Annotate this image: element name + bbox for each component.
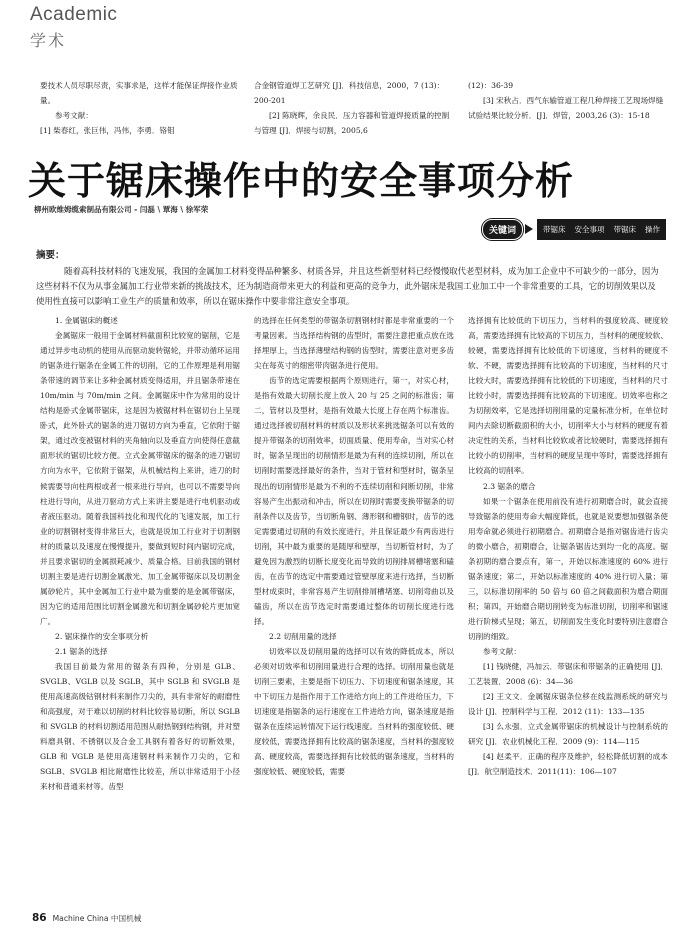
top-ref-item: 合金钢管道焊工艺研究 [J]．科技信息，2000，7 (13)：200-201	[254, 81, 445, 105]
section-category	[30, 4, 117, 51]
body-column-3	[468, 313, 668, 897]
keyword-item: 操作	[645, 224, 661, 234]
body-column-2	[254, 313, 454, 897]
keyword-item: 带锯床	[543, 224, 566, 234]
page-number: 86	[32, 912, 47, 924]
reference-item: [3] 么永强．立式金属带锯床的机械设计与控制系统的研究 [J]．农业机械化工程．2009 (9)：114—115	[468, 722, 668, 747]
subsection-heading: 2.3 锯条的磨合	[483, 481, 536, 491]
category-english: Academic	[30, 4, 118, 25]
references-heading: 参考文献：	[483, 647, 521, 657]
top-paragraph: 要技术人员尽职尽责，实事求是，这样才能保证焊接作业质量。	[40, 81, 238, 105]
page-footer	[32, 912, 141, 924]
top-ref-heading: 参考文献：	[55, 111, 93, 120]
section-heading: 2. 锯床操作的安全事项分析	[55, 631, 149, 641]
arrow-right-icon	[523, 219, 537, 239]
journal-name: Machine China 中国机械	[52, 914, 142, 923]
reference-item: [2] 王文文．金属锯床锯条位移在线监测系统的研究与设计 [J]．控制科学与工程．2012 (11)：133—135	[468, 692, 668, 717]
top-ref-item: [3] 宋秋占．西气东输管道工程几种焊接工艺现场焊缝试验结果比较分析．[J]．焊管，2003,26 (3)：15-18	[468, 96, 664, 120]
subsection-heading: 2.1 锯条的选择	[55, 647, 108, 657]
paragraph: 齿节的选定需要根据两个原则进行，第一，对实心材，是指有效最大切削长度上放入 20 与 25 之间的标准齿；第二，管材以及型材，是指有效最大长度上存在两个标准齿。通过选择被切削材料的材质以及形状来挑选锯条可以有效的提升带锯条的切削效率，切面质量、使用寿命，当对实心材时，锯条呈现出的切削情形是最为有利的连续切削，所以在切削时需要选择最好的条件，当对于管材和型材时，锯条呈现出的切削情形是最为不利的不连续切削和间断切削，非常容易产生出振动和冲击，所以在切削时需要变换带锯条的切削条件以及齿节，当切断角钢、薄形钢和槽钢时，齿节的选定需要通过切削的有效长度进行，并且保证最少有两齿进行切削，其中最为重要的是随厚和壁厚，当切断管材时，为了避免因为激烈的切断长度变化而导致的切削排屑槽堵塞和磕齿，在齿节的选定中需要通过管壁厚度来进行选择，当切断型材成束时，非常容易产生切削排屑槽堵塞、切削弯曲以及磕齿，所以在齿节选定时需要通过整体的切削长度进行选择。	[254, 376, 454, 626]
abstract-text: 随着高科技材料的飞速发展，我国的金属加工材料变得品种繁多、材质各异，并且这些新型材料已经慢慢取代老型材料，成为加工企业中不可缺少的一部分，因为这些材料不仅为从事金属加工行业带来新的挑战技术，还为制造商带来更大的利益和更高的竞争力，此外锯床是我国工业加工中一个非常重要的工具，它的切削效果以及使用性直接可以影响工业生产的质量和效率，所以在锯床操作中要非常注意安全事项。	[36, 266, 659, 306]
keyword-item: 带锯床	[613, 224, 637, 234]
keywords-list	[537, 219, 666, 240]
top-column-1	[40, 78, 240, 138]
reference-item: [4] 赵柔平．正确的程序及维护，轻松降低切割的成本 [J]．航空制造技术．2011(11)：106—107	[468, 752, 668, 777]
paragraph: 我国目前最为常用的锯条有四种，分别是 GLB、SVGLB、VGLB 以及 SGLB，其中 SGLB 和 SVGLB 是使用高速高级钴钢材料来制作刀尖的，具有非常好的耐磨性和高强度，对于难以切削的材料比较容易切断，所以 SGLB 和 SVGLB 的材料切割适用范围从耐热钢到结构钢，并对塑料磨具钢、不锈钢以及合金工具钢有着各好的切断效果，GLB 和 VGLB 是使用高速钢材料来制作刀尖的，它和 SGLB、SVGLB 相比耐磨性比较差，所以非常适用于小径来材和普通来材等。齿型	[40, 662, 240, 792]
paragraph: 金属锯床一般用于金属材料截面积比较宽的锯削，它是通过异步电动机的使用从而驱动旋转锯轮，并带动循环运用的锯条进行锯条在金属工件的切削，它的工作原理是利用锯条带速的调节来让多种金属材质变得适用，并且锯条带速在 10m/min 与 70m/min 之间。金属锯床中作为常用的设计结构是卧式金属带锯床，这是因为被锯材料在锯切台上呈现卧式，此外卧式的锯条的进刀锯切方向为垂直，它依附于锯架，通过改变被锯材料的夹角轴向以及垂直方向使得任意截面形状的锯切比较方便。立式金属带锯床的锯条的进刀锯切方向为水平，它依附于锯架，从机械结构上来讲，进刀的时候需要导向柱两根或者一根来进行导向，也可以不需要导向柱进行导向，从进刀驱动方式上来讲主要是进行电机驱动或者液压驱动。随着我国科技化和现代化的飞速发展，加工行业的切割钢材变得非常巨大，也就是说加工行业对于切割钢材的质量以及速度在慢慢提升，要做到短时间内锯切完成，并且要求锯切的金属损耗减少、质量合格。目前我国的钢材切割主要是进行切割金属激光、加工金属带锯床以及切割金属砂轮片，其中金属加工行业中最为重要的是金属带锯床，因为它的适用范围比切割金属激光和切割金属砂轮片更加宽广。	[40, 331, 240, 626]
body-column-1	[40, 313, 240, 897]
top-ref-item: [2] 陈晓辉，余良民．压力容器和管道焊接质量的控制与管理 [J]．焊接与切割，2005,6	[254, 111, 450, 135]
category-chinese: 学术	[30, 31, 67, 50]
top-column-2	[254, 78, 454, 138]
previous-article-references	[40, 78, 668, 138]
article-body	[40, 313, 668, 897]
abstract	[36, 248, 664, 309]
article-title: 关于锯床操作中的安全事项分析	[28, 159, 575, 203]
top-column-3	[468, 78, 668, 138]
keywords-bar	[482, 219, 666, 239]
reference-item: [1] 钱晓健，冯加云．带锯床和带锯条的正确使用 [J]．工艺装置．2008 (6)：34—36	[468, 662, 668, 687]
paragraph: 选择拥有比较低的下切压力，当材料的强度较高、硬度较高，需要选择拥有比较高的下切压力，当材料的硬度较软、较硬，需要选择拥有比较低的下切速度，当材料的硬度不软、不硬，需要选择拥有比较高的下切速度，当材料的尺寸比较大时，需要选择拥有比较低的下切速度，当材料的尺寸比较小时，需要选择拥有比较高的下切速度。切效率也称之为切削效率，它是选择切削用量的定量标准分析，在单位时间内去除切断截面积的大小，切削率大小与材料的硬度有着决定性的关系，当材料比较软或者比较硬时，需要选择拥有比较小的切削率，当材料的硬度呈现中等时，需要选择拥有比较高的切削率。	[468, 316, 668, 476]
abstract-label: 摘要：	[36, 250, 65, 261]
keywords-label: 关键词	[482, 219, 523, 240]
article-authors: 柳州欧维姆缆索制品有限公司 - 闫磊 \ 覃海 \ 徐军荣	[34, 205, 209, 214]
keyword-item: 安全事项	[574, 224, 605, 234]
top-ref-item: (12)：36-39	[468, 81, 514, 90]
paragraph: 如果一个锯条在使用前没有进行初期磨合时，就会直接导致锯条的使用寿命大幅度降低，也就是说要想加强锯条使用寿命就必须进行初期磨合。初期磨合是指对锯齿进行齿尖的微小磨合，初期磨合，让锯条锯齿达到均一化的高度。锯条初期的磨合要点有，第一，开始以标准速度的 60% 进行锯条速度；第二，开始以标准速度的 40% 进行切入量；第三，以标准切削率的 50 倍与 60 倍之间截面积为磨合期面积；第四，开始磨合期切削转变为标准切削，切削率和锯速进行阶梯式呈现；第五，切削面发生变化时要特别注意磨合切削的细致。	[468, 496, 668, 641]
paragraph: 的选择在任何类型的带锯条切割钢材时都是非常重要的一个考量因素。当选择结构钢的齿型时，需要注意把重点放在选择埋厚上，当选择薄壁结构钢的齿型时，需要注意对更多齿尖在每英寸的细密带肉锯条进行使用。	[254, 316, 454, 371]
subsection-heading: 2.2 切削用量的选择	[269, 631, 337, 641]
top-ref-item: [1] 柴春红，张巨伟，冯伟，李勇．铬钼	[40, 126, 175, 135]
paragraph: 切效率以及切削用量的选择可以有效的降低成本，所以必须对切效率和切削用量进行合理的选择。切削用量也就是切削三要素，主要是指下切压力、下切速度和锯条速度，其中下切压力是指作用于工作进给方向上的工件进给压力，下切速度是指锯条的运行速度在工件进给方向，锯条速度是指锯条在连续运转情况下运行线速度。当材料的强度较低、硬度较低，需要选择拥有比较高的锯条速度，当材料的强度较高、硬度较高，需要选择拥有比较低的锯条速度，当材料的强度较低、硬度较低，需要	[254, 647, 454, 777]
section-heading: 1. 金属锯床的概述	[55, 316, 118, 325]
